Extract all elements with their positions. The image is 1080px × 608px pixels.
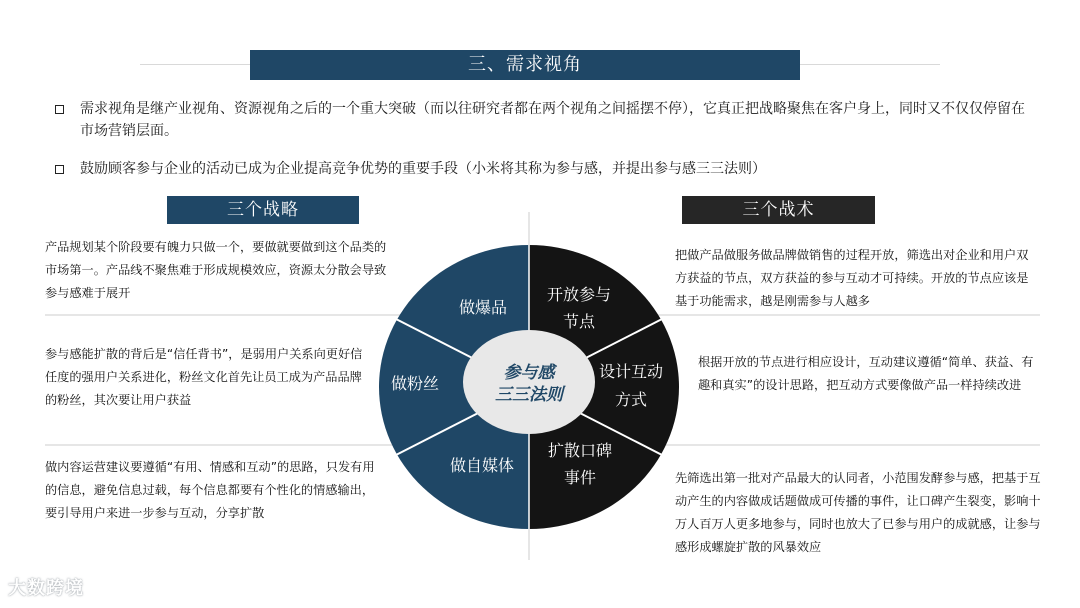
tactic-label-1-line-2: 节点 <box>562 312 596 331</box>
strategy-header: 三个战略 <box>167 196 359 224</box>
strategy-label-2: 做粉丝 <box>390 374 440 393</box>
watermark-text: 大数跨境 <box>8 578 84 599</box>
bullet-text: 鼓励顾客参与企业的活动已成为企业提高竞争优势的重要手段（小米将其称为参与感，并提出参与感三三法则） <box>80 161 766 177</box>
strategy-desc-3: 做内容运营建议要遵循“有用、情感和互动”的思路，只发有用的信息，避免信息过载，每个信息都要有个性化的情感输出，要引导用户来进一步参与互动，分享扩散 <box>45 460 375 520</box>
tactic-label-2-line-1: 设计互动 <box>598 362 664 381</box>
center-label-line-1: 参与感 <box>503 363 555 383</box>
tactic-label-1-line-1: 开放参与 <box>546 285 612 304</box>
strategy-label-3: 做自媒体 <box>449 456 515 475</box>
tactic-desc-2: 根据开放的节点进行相应设计，互动建议遵循“简单、获益、有趣和真实”的设计思路，把互动方式要像做产品一样持续改进 <box>698 355 1034 392</box>
tactic-label-3-line-2: 事件 <box>563 468 597 487</box>
page-title: 三、需求视角 <box>250 50 800 80</box>
tactics-header: 三个战术 <box>682 196 875 224</box>
strategy-label-1: 做爆品 <box>458 298 508 317</box>
tactic-label-2-line-2: 方式 <box>614 390 648 409</box>
bullet-text: 需求视角是继产业视角、资源视角之后的一个重大突破（而以往研究者都在两个视角之间摇摆不停），它真正把战略聚焦在客户身上，同时又不仅仅停留在市场营销层面。 <box>80 101 1025 139</box>
center-label-line-2: 三三法则 <box>495 385 563 405</box>
strategy-desc-1: 产品规划某个阶段要有魄力只做一个，要做就要做到这个品类的市场第一。产品线不聚焦难于形成规模效应，资源太分散会导致参与感难于展开 <box>45 240 387 300</box>
strategy-desc-2: 参与感能扩散的背后是“信任背书”，是弱用户关系向更好信任度的强用户关系进化，粉丝文化首先让员工成为产品品牌的粉丝，其次要让用户获益 <box>45 347 363 407</box>
tactic-label-3-line-1: 扩散口碑 <box>547 441 613 460</box>
tactic-desc-3: 先筛选出第一批对产品最大的认同者，小范围发酵参与感，把基于互动产生的内容做成话题做成可传播的事件，让口碑产生裂变，影响十万人百万人更多地参与，同时也放大了已参与用户的成就感，让参与感形成螺旋扩散的风暴效应 <box>675 471 1041 554</box>
watermark-logo <box>8 574 84 600</box>
tactic-desc-1: 把做产品做服务做品牌做销售的过程开放，筛选出对企业和用户双方获益的节点，双方获益的参与互动才可持续。开放的节点应该是基于功能需求，越是刚需参与人越多 <box>675 248 1029 308</box>
